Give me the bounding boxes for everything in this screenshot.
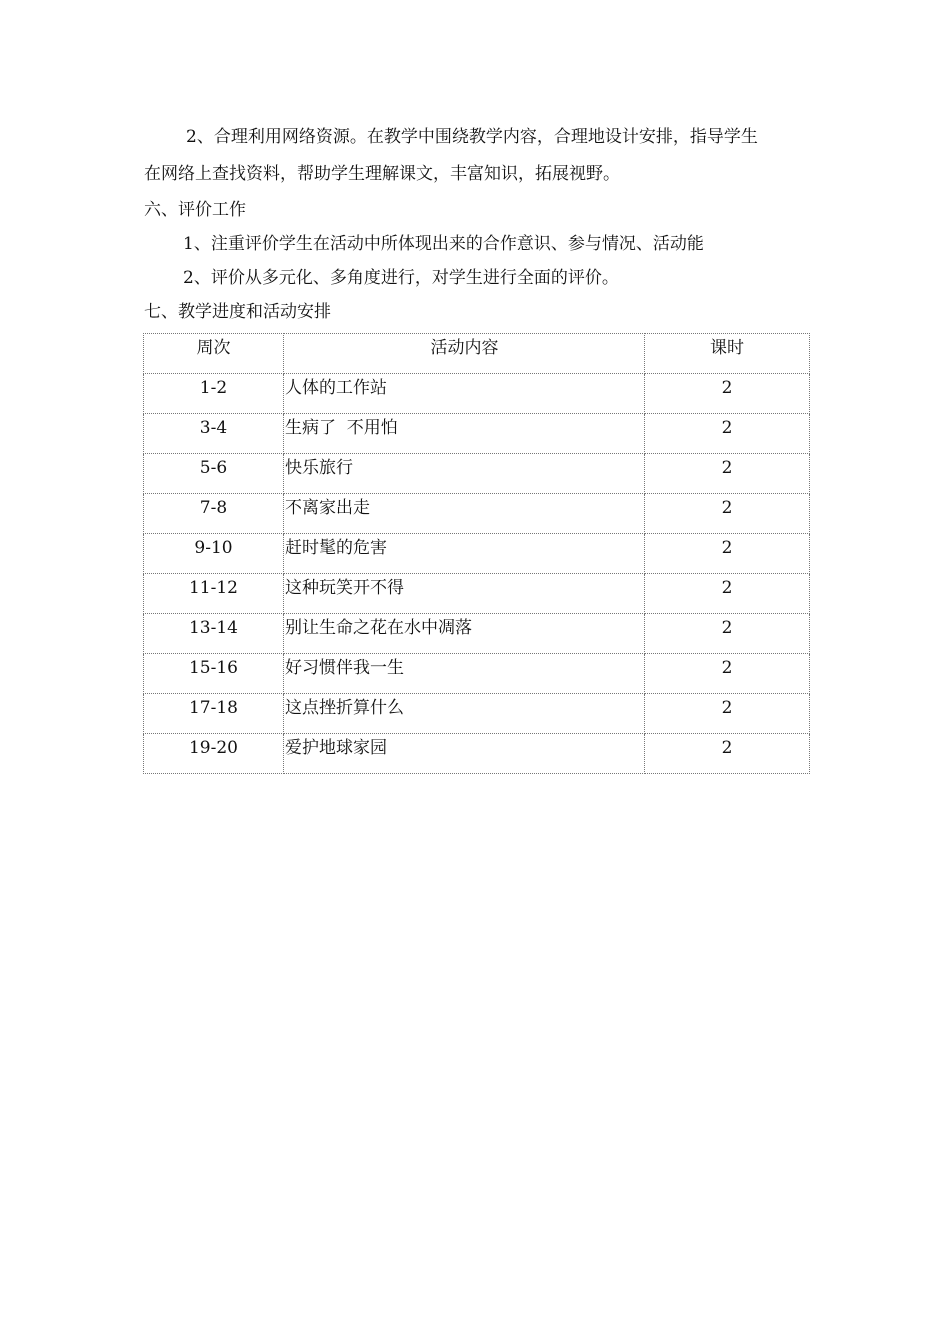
content-cell: 别让生命之花在水中凋落 (284, 614, 645, 654)
week-cell: 7-8 (144, 494, 284, 534)
hours-cell: 2 (645, 534, 810, 574)
table-row (144, 494, 810, 534)
table-row (144, 534, 810, 574)
hours-cell: 2 (645, 614, 810, 654)
week-cell: 9-10 (144, 534, 284, 574)
evaluation-item-1: 1、注重评价学生在活动中所体现出来的合作意识、参与情况、活动能 (183, 234, 704, 254)
hours-cell: 2 (645, 694, 810, 734)
content-cell: 不离家出走 (284, 494, 645, 534)
hours-cell: 2 (645, 574, 810, 614)
evaluation-item-2: 2、评价从多元化、多角度进行，对学生进行全面的评价。 (183, 268, 619, 288)
content-cell: 赶时髦的危害 (284, 534, 645, 574)
content-cell: 人体的工作站 (284, 374, 645, 414)
column-header-week: 周次 (144, 334, 284, 374)
content-cell: 快乐旅行 (284, 454, 645, 494)
schedule-table (143, 333, 810, 774)
section-heading-evaluation: 六、评价工作 (144, 200, 246, 220)
table-row (144, 614, 810, 654)
section-heading-schedule: 七、教学进度和活动安排 (144, 302, 331, 322)
table-row (144, 454, 810, 494)
week-cell: 3-4 (144, 414, 284, 454)
hours-cell: 2 (645, 454, 810, 494)
hours-cell: 2 (645, 734, 810, 774)
table-row (144, 694, 810, 734)
week-cell: 11-12 (144, 574, 284, 614)
content-cell: 这种玩笑开不得 (284, 574, 645, 614)
table-row (144, 734, 810, 774)
week-cell: 19-20 (144, 734, 284, 774)
content-cell: 这点挫折算什么 (284, 694, 645, 734)
column-header-content: 活动内容 (284, 334, 645, 374)
week-cell: 15-16 (144, 654, 284, 694)
paragraph-network-resources-line1: 2、合理利用网络资源。在教学中围绕教学内容，合理地设计安排，指导学生 (186, 127, 758, 147)
hours-cell: 2 (645, 374, 810, 414)
week-cell: 17-18 (144, 694, 284, 734)
week-cell: 1-2 (144, 374, 284, 414)
table-row (144, 654, 810, 694)
table-header-row (144, 334, 810, 374)
week-cell: 5-6 (144, 454, 284, 494)
week-cell: 13-14 (144, 614, 284, 654)
content-cell: 爱护地球家园 (284, 734, 645, 774)
table-row (144, 574, 810, 614)
content-cell: 好习惯伴我一生 (284, 654, 645, 694)
hours-cell: 2 (645, 494, 810, 534)
column-header-hours: 课时 (645, 334, 810, 374)
content-cell: 生病了 不用怕 (284, 414, 645, 454)
hours-cell: 2 (645, 654, 810, 694)
table-row (144, 414, 810, 454)
table-row (144, 374, 810, 414)
paragraph-network-resources-line2: 在网络上查找资料，帮助学生理解课文，丰富知识，拓展视野。 (144, 164, 620, 184)
hours-cell: 2 (645, 414, 810, 454)
